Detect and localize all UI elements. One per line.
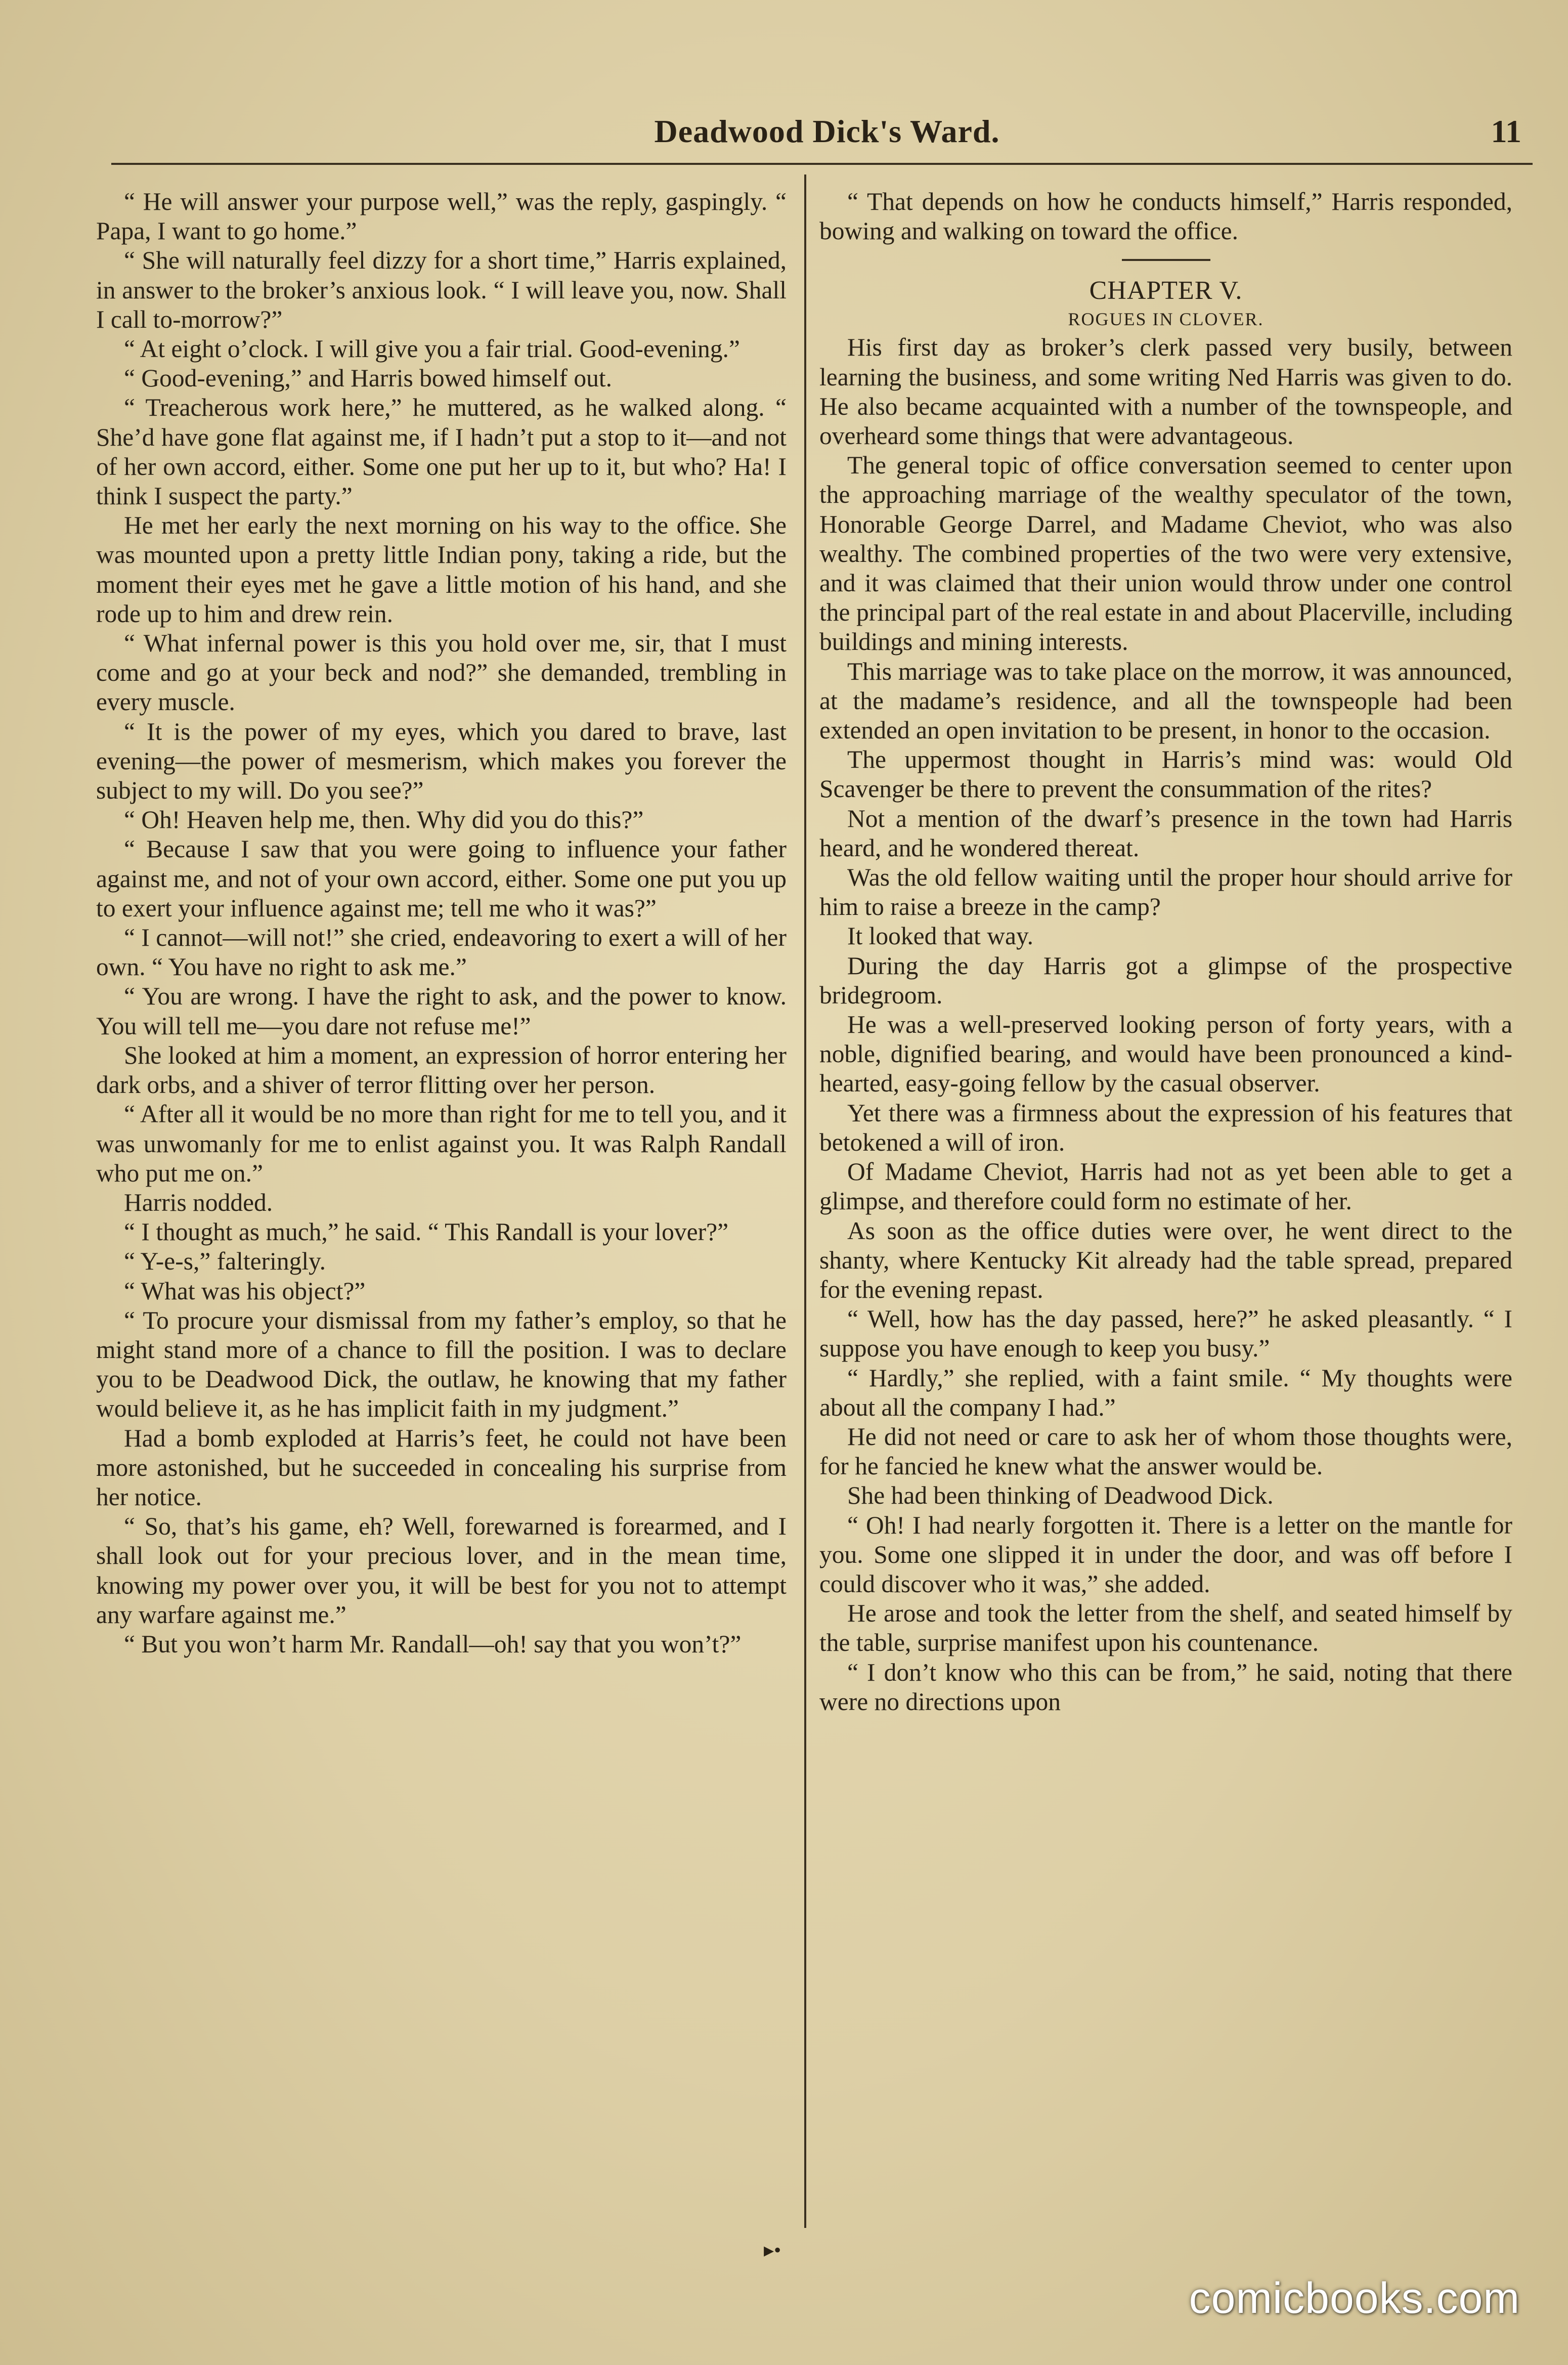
right-column <box>819 187 1512 2230</box>
running-header <box>126 104 1528 159</box>
paragraph: “ He will answer your purpose well,” was the reply, gaspingly. “ Papa, I want to go home.” <box>96 188 787 245</box>
paragraph: It looked that way. <box>847 922 1033 950</box>
paragraph: He did not need or care to ask her of whom those thoughts were, for he fancied he knew what the answer would be. <box>819 1422 1512 1480</box>
paragraph: Of Madame Cheviot, Harris had not as yet been able to get a glimpse, and therefore could form no estimate of her. <box>819 1158 1512 1215</box>
right-column-intro <box>819 187 1512 246</box>
page-number: 11 <box>1491 113 1521 149</box>
paragraph: His first day as broker’s clerk passed very busily, between learning the business, and some writing Ned Harris was given to do. He also became acquainted with a number of the townspeople, and overheard some things that were advantageous. <box>819 333 1512 450</box>
paragraph: “ So, that’s his game, eh? Well, forewarned is forearmed, and I shall look out for your precious lover, and in the mean time, knowing my power over you, it will be best for you not to attempt any warfare against me.” <box>96 1512 787 1629</box>
paragraph: “ To procure your dismissal from my father’s employ, so that he might stand more of a chance to fill the position. I was to declare you to be Deadwood Dick, the outlaw, he knowing that my father would believe it, as he has implicit faith in my judgment.” <box>96 1306 787 1423</box>
paragraph: During the day Harris got a glimpse of the prospective bridegroom. <box>819 951 1512 1009</box>
paragraph: “ Y-e-s,” falteringly. <box>124 1247 326 1276</box>
paragraph: He arose and took the letter from the shelf, and seated himself by the table, surprise manifest upon his countenance. <box>819 1599 1512 1657</box>
paragraph: He met her early the next morning on his way to the office. She was mounted upon a pretty little Indian pony, taking a ride, but the moment their eyes met he gave a little motion of his hand, and she rode up to him and drew rein. <box>96 511 787 628</box>
paragraph: This marriage was to take place on the morrow, it was announced, at the madame’s residence, and all the townspeople had been extended an open invitation to be present, in honor to the occasion. <box>819 657 1512 744</box>
paragraph: “ I cannot—will not!” she cried, endeavoring to exert a will of her own. “ You have no right to ask me.” <box>96 924 787 981</box>
paragraph: “ Oh! I had nearly forgotten it. There is a letter on the mantle for you. Some one slipped it in under the door, and was off before I could discover who it was,” she added. <box>819 1511 1512 1598</box>
running-title: Deadwood Dick's Ward. <box>654 113 1000 149</box>
paragraph: “ At eight o’clock. I will give you a fair trial. Good-evening.” <box>124 335 740 363</box>
paragraph: “ I don’t know who this can be from,” he said, noting that there were no directions upon <box>819 1658 1512 1716</box>
header-rule <box>111 163 1533 165</box>
paragraph: She looked at him a moment, an expression of horror entering her dark orbs, and a shiver of terror flitting over her person. <box>96 1041 787 1099</box>
paragraph: Yet there was a firmness about the expression of his features that betokened a will of iron. <box>819 1099 1512 1156</box>
paragraph: “ Hardly,” she replied, with a faint smile. “ My thoughts were about all the company I had.” <box>819 1364 1512 1421</box>
paragraph: “ After all it would be no more than right for me to tell you, and it was unwomanly for me to enlist against you. It was Ralph Randall who put me on.” <box>96 1100 787 1187</box>
watermark-text: comicbooks.com <box>1189 2274 1520 2323</box>
chapter-subtitle: ROGUES IN CLOVER. <box>1068 309 1264 330</box>
paragraph: “ Good-evening,” and Harris bowed himself out. <box>124 364 612 392</box>
paragraph: He was a well-preserved looking person of forty years, with a noble, dignified bearing, and would have been pronounced a kind-hearted, easy-going fellow by the casual observer. <box>819 1011 1512 1098</box>
paragraph: “ What was his object?” <box>124 1277 366 1305</box>
column-divider <box>804 174 806 2228</box>
paragraph: “ Oh! Heaven help me, then. Why did you do this?” <box>124 806 644 834</box>
paragraph: Not a mention of the dwarf’s presence in the town had Harris heard, and he wondered thereat. <box>819 804 1512 862</box>
paragraph: Was the old fellow waiting until the proper hour should arrive for him to raise a breeze in the camp? <box>819 863 1512 921</box>
paragraph: “ She will naturally feel dizzy for a short time,” Harris explained, in answer to the broker’s anxious look. “ I will leave you, now. Shall I call to-morrow?” <box>96 246 787 333</box>
paragraph: “ Well, how has the day passed, here?” he asked pleasantly. “ I suppose you have enough to keep you busy.” <box>819 1305 1512 1363</box>
footer-mark: ▸• <box>764 2239 781 2261</box>
paragraph: Had a bomb exploded at Harris’s feet, he could not have been more astonished, but he succeeded in concealing his surprise from her notice. <box>96 1424 787 1511</box>
paragraph: Harris nodded. <box>124 1188 273 1216</box>
paragraph: As soon as the office duties were over, he went direct to the shanty, where Kentucky Kit already had the table spread, prepared for the evening repast. <box>819 1216 1512 1303</box>
paragraph: “ Because I saw that you were going to influence your father against me, and not of your own accord, either. Some one put you up to exert your influence against me; tell me who it was?” <box>96 835 787 922</box>
left-column <box>96 187 787 2230</box>
paragraph: “ What infernal power is this you hold over me, sir, that I must come and go at your beck and nod?” she demanded, trembling in every muscle. <box>96 629 787 716</box>
paragraph: “ It is the power of my eyes, which you dared to brave, last evening—the power of mesmerism, which makes you forever the subject to my will. Do you see?” <box>96 717 787 805</box>
paragraph: “ Treacherous work here,” he muttered, as he walked along. “ She’d have gone flat against me, if I hadn’t put a stop to it—and not of her own accord, either. Some one put her up to it, but who? Ha! I think I suspect the party.” <box>96 393 787 510</box>
chapter-separator <box>1122 259 1210 261</box>
paragraph: “ That depends on how he conducts himself,” Harris responded, bowing and walking on toward the office. <box>819 188 1512 245</box>
paragraph: The general topic of office conversation seemed to center upon the approaching marriage of the wealthy speculator of the town, Honorable George Darrel, and Madame Cheviot, who was also wealthy. The combined properties of the two were very extensive, and it was claimed that their union would throw under one control the principal part of the real estate in and about Placerville, including buildings and mining interests. <box>819 451 1512 656</box>
paragraph: “ But you won’t harm Mr. Randall—oh! say that you won’t?” <box>124 1630 742 1658</box>
chapter-title: CHAPTER V. <box>1089 276 1243 305</box>
paragraph: “ I thought as much,” he said. “ This Randall is your lover?” <box>124 1218 729 1246</box>
right-column-body <box>819 333 1512 1717</box>
paragraph: She had been thinking of Deadwood Dick. <box>847 1481 1274 1510</box>
paragraph: The uppermost thought in Harris’s mind was: would Old Scavenger be there to prevent the consummation of the rites? <box>819 746 1512 803</box>
paragraph: “ You are wrong. I have the right to ask, and the power to know. You will tell me—you dare not refuse me!” <box>96 982 787 1040</box>
